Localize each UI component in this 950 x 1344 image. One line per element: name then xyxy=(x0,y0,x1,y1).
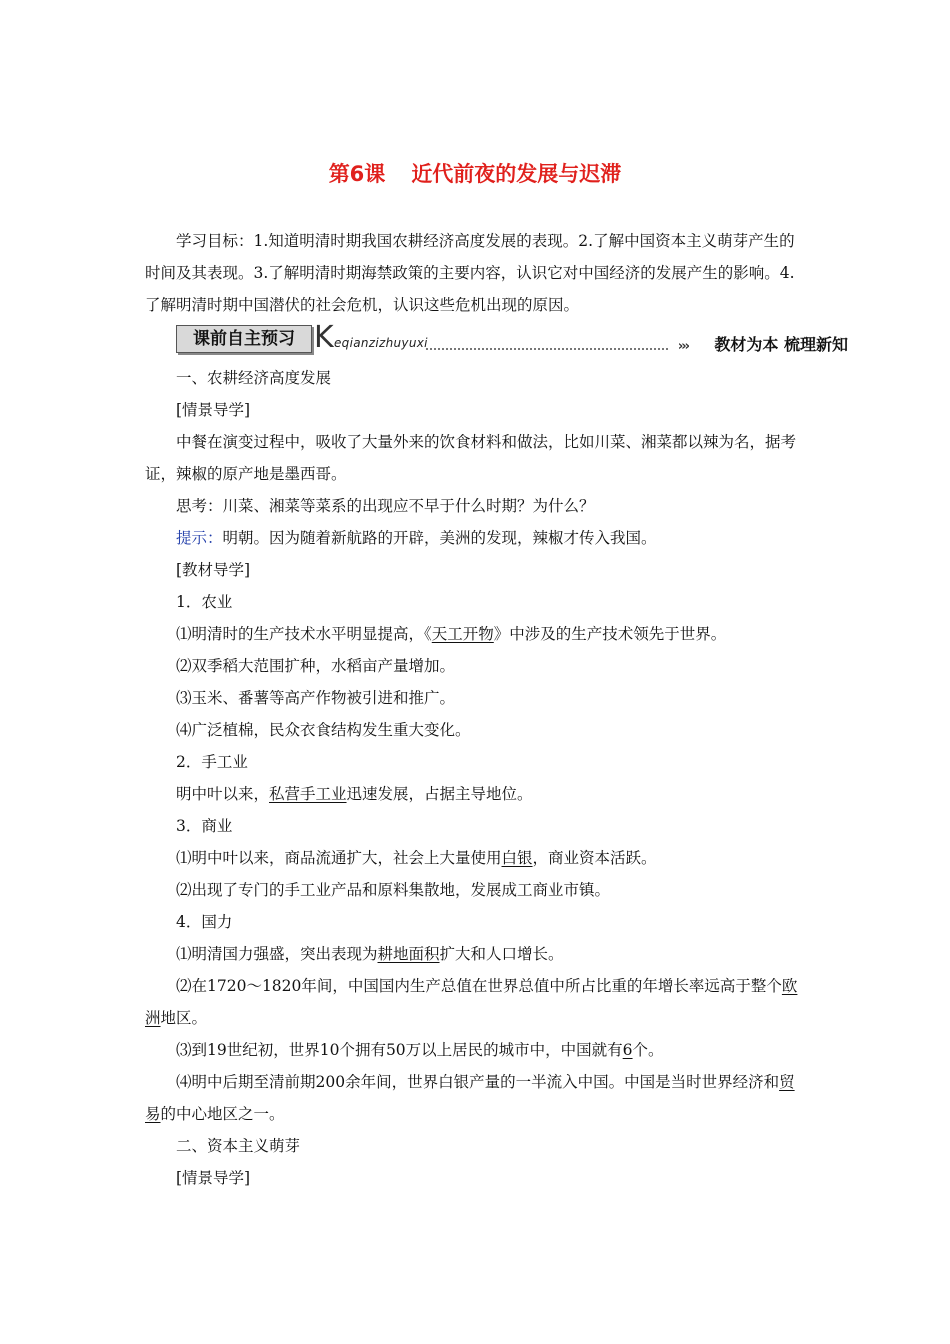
text: ⑵在1720～1820年间，中国国内生产总值在世界总值中所占比重的年增长率远高于整个 xyxy=(176,977,782,995)
agriculture-item-1 xyxy=(145,618,807,650)
text: 扩大和人口增长。 xyxy=(439,945,564,963)
answer-blank: 贸易 xyxy=(145,1073,795,1123)
think-question: 思考：川菜、湘菜等菜系的出现应不早于什么时期？为什么？ xyxy=(176,497,595,515)
banner-slogan: 教材为本 梳理新知 xyxy=(714,335,848,354)
text: ⑴明清时的生产技术水平明显提高，《 xyxy=(176,625,432,643)
answer-blank: 白银 xyxy=(501,849,533,867)
text: 个。 xyxy=(632,1041,664,1059)
banner-divider xyxy=(426,348,668,350)
power-item-1 xyxy=(145,938,807,970)
chevrons-icon: ››› xyxy=(677,339,688,354)
answer-blank: 天工开物 xyxy=(431,625,494,643)
answer-blank: 欧洲 xyxy=(145,977,798,1027)
text: ⑴明清国力强盛，突出表现为 xyxy=(176,945,378,963)
text: ⑶到19世纪初，世界10个拥有50万以上居民的城市中，中国就有 xyxy=(176,1041,623,1059)
textbook-label: [教材导学] xyxy=(176,561,251,579)
text: ⑴明中叶以来，商品流通扩大，社会上大量使用 xyxy=(176,849,502,867)
section-2-heading: 二、资本主义萌芽 xyxy=(176,1137,301,1155)
lesson-title xyxy=(0,158,950,188)
agriculture-item-4: ⑷广泛植棉，民众衣食结构发生重大变化。 xyxy=(176,721,471,739)
lesson-number: 第6课 xyxy=(328,162,386,186)
section-banner xyxy=(176,320,848,357)
scene-text: 中餐在演变过程中，吸收了大量外来的饮食材料和做法，比如川菜、湘菜都以辣为名，据考证，辣椒的原产地是墨西哥。 xyxy=(145,433,797,483)
learning-objectives: 学习目标：1.知道明清时期我国农耕经济高度发展的表现。2.了解中国资本主义萌芽产生的时间及其表现。3.了解明清时期海禁政策的主要内容，认识它对中国经济的发展产生的影响。4.了解明清时期中国潜伏的社会危机，认识这些危机出现的原因。 xyxy=(145,232,795,314)
power-item-2 xyxy=(145,970,807,1034)
hint-label: 提示： xyxy=(176,529,223,547)
scene-label: [情景导学] xyxy=(176,401,251,419)
text: ，商业资本活跃。 xyxy=(532,849,657,867)
hint-text: 明朝。因为随着新航路的开辟，美洲的发现，辣椒才传入我国。 xyxy=(222,529,657,547)
text: 迅速发展，占据主导地位。 xyxy=(346,785,533,803)
agriculture-item-3: ⑶玉米、番薯等高产作物被引进和推广。 xyxy=(176,689,456,707)
commerce-heading: 3．商业 xyxy=(176,817,233,835)
text: 明中叶以来， xyxy=(176,785,270,803)
banner-k-letter: K xyxy=(314,320,334,355)
national-power-heading: 4．国力 xyxy=(176,913,233,931)
commerce-item-1 xyxy=(145,842,807,874)
banner-pinyin: eqianzizhuyuxi xyxy=(334,336,428,350)
answer-blank: 私营手工业 xyxy=(269,785,347,803)
text: 》中涉及的生产技术领先于世界。 xyxy=(493,625,727,643)
section-1-heading: 一、农耕经济高度发展 xyxy=(176,369,332,387)
text: 的中心地区之一。 xyxy=(160,1105,285,1123)
agriculture-item-2: ⑵双季稻大范围扩种，水稻亩产量增加。 xyxy=(176,657,456,675)
handicraft-heading: 2．手工业 xyxy=(176,753,248,771)
hint-paragraph xyxy=(145,522,807,554)
banner-label: 课前自主预习 xyxy=(176,325,312,353)
power-item-3 xyxy=(145,1034,807,1066)
scene-label-2: [情景导学] xyxy=(176,1169,251,1187)
power-item-4 xyxy=(145,1066,807,1130)
answer-blank: 耕地面积 xyxy=(377,945,440,963)
lesson-name: 近代前夜的发展与迟滞 xyxy=(411,162,622,186)
handicraft-text xyxy=(145,778,807,810)
answer-blank: 6 xyxy=(622,1041,633,1059)
agriculture-heading: 1．农业 xyxy=(176,593,233,611)
commerce-item-2: ⑵出现了专门的手工业产品和原料集散地，发展成工商业市镇。 xyxy=(176,881,611,899)
text: ⑷明中后期至清前期200余年间，世界白银产量的一半流入中国。中国是当时世界经济和 xyxy=(176,1073,780,1091)
text: 地区。 xyxy=(160,1009,208,1027)
